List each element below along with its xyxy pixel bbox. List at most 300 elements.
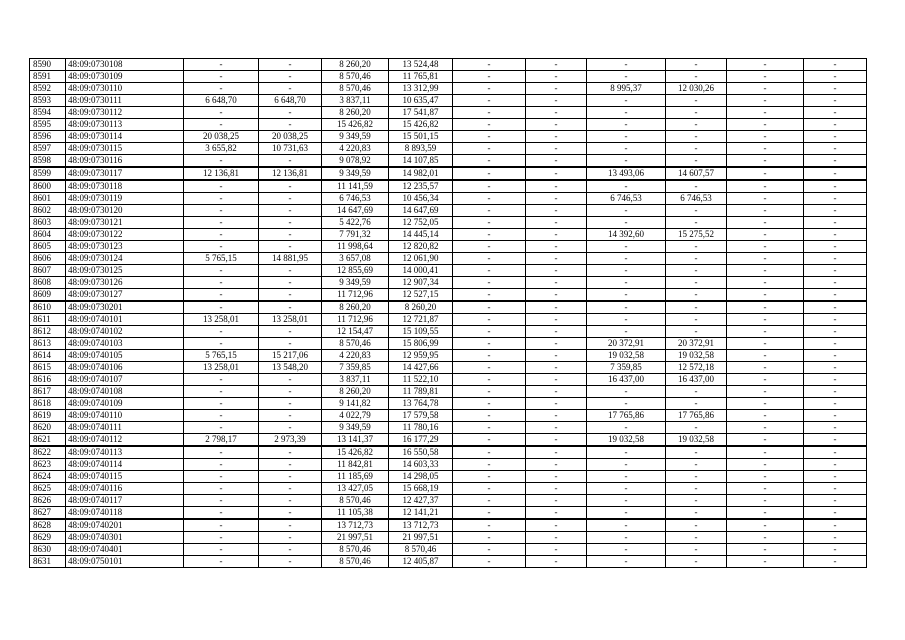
value-cell: - [453,459,526,471]
value-cell: 13 141,37 [322,434,389,447]
value-cell: 6 746,53 [587,193,666,205]
value-cell: - [587,398,666,410]
value-cell: - [184,374,259,386]
value-cell: 15 426,82 [322,119,389,131]
value-cell: 15 668,19 [389,483,453,495]
table-row [30,143,867,155]
value-cell: - [453,265,526,277]
value-cell: - [804,277,867,289]
value-cell: - [804,131,867,143]
value-cell: 8 260,20 [322,301,389,314]
value-cell: - [666,544,727,556]
value-cell: - [184,446,259,459]
value-cell: - [526,386,587,398]
value-cell: 12 907,34 [389,277,453,289]
row-number: 8608 [30,277,66,289]
value-cell: - [526,205,587,217]
value-cell: - [453,338,526,350]
table-row [30,507,867,520]
value-cell: - [453,422,526,434]
cadastral-number: 48:09:0740301 [66,532,184,544]
value-cell: - [453,410,526,422]
cadastral-number: 48:09:0740102 [66,326,184,338]
table-row [30,193,867,205]
value-cell: - [587,422,666,434]
value-cell: - [666,277,727,289]
value-cell: - [259,155,322,168]
value-cell: - [453,193,526,205]
value-cell: - [804,107,867,119]
table-row [30,350,867,362]
value-cell: - [666,495,727,507]
value-cell: 13 524,48 [389,59,453,71]
table-row [30,362,867,374]
value-cell: - [526,217,587,229]
value-cell: 3 657,08 [322,253,389,265]
value-cell: 10 635,47 [389,95,453,107]
value-cell: - [666,119,727,131]
cadastral-number: 48:09:0730126 [66,277,184,289]
value-cell: - [184,301,259,314]
value-cell: - [526,434,587,447]
value-cell: - [727,83,804,95]
value-cell: - [587,544,666,556]
value-cell: 15 109,55 [389,326,453,338]
value-cell: - [804,495,867,507]
table-row [30,301,867,314]
table-row [30,326,867,338]
value-cell: - [727,253,804,265]
value-cell: - [666,143,727,155]
row-number: 8606 [30,253,66,265]
value-cell: - [727,277,804,289]
value-cell: - [587,119,666,131]
cadastral-number: 48:09:0730116 [66,155,184,168]
row-number: 8596 [30,131,66,143]
value-cell: 8 570,46 [322,83,389,95]
value-cell: - [453,83,526,95]
row-number: 8614 [30,350,66,362]
row-number: 8628 [30,519,66,532]
value-cell: - [526,507,587,520]
value-cell: - [453,205,526,217]
value-cell: - [453,326,526,338]
value-cell: - [804,193,867,205]
value-cell: 8 570,46 [389,544,453,556]
row-number: 8626 [30,495,66,507]
value-cell: - [184,507,259,520]
value-cell: - [526,107,587,119]
value-cell: 17 579,58 [389,410,453,422]
table-row [30,471,867,483]
value-cell: - [804,338,867,350]
value-cell: - [453,95,526,107]
table-row [30,434,867,447]
value-cell: 5 765,15 [184,253,259,265]
value-cell: - [453,314,526,326]
cadastral-number: 48:09:0730201 [66,301,184,314]
row-number: 8590 [30,59,66,71]
value-cell: - [259,217,322,229]
value-cell: - [804,205,867,217]
value-cell: 20 372,91 [666,338,727,350]
value-cell: - [587,95,666,107]
value-cell: 6 746,53 [322,193,389,205]
value-cell: - [666,556,727,568]
value-cell: - [804,459,867,471]
value-cell: - [666,471,727,483]
value-cell: 12 959,95 [389,350,453,362]
value-cell: - [259,83,322,95]
value-cell: - [727,556,804,568]
value-cell: - [259,495,322,507]
value-cell: - [727,532,804,544]
value-cell: 7 791,32 [322,229,389,241]
value-cell: 9 349,59 [322,131,389,143]
value-cell: - [526,338,587,350]
value-cell: - [526,229,587,241]
value-cell: 14 647,69 [389,205,453,217]
value-cell: - [804,362,867,374]
value-cell: - [453,301,526,314]
value-cell: - [526,362,587,374]
row-number: 8599 [30,167,66,180]
value-cell: - [804,532,867,544]
table-row [30,495,867,507]
table-row [30,410,867,422]
value-cell: - [526,326,587,338]
value-cell: 8 260,20 [322,107,389,119]
value-cell: - [587,277,666,289]
value-cell: - [727,71,804,83]
value-cell: 9 349,59 [322,422,389,434]
table-row [30,180,867,193]
value-cell: 4 220,83 [322,350,389,362]
value-cell: - [666,95,727,107]
table-row [30,519,867,532]
value-cell: - [526,459,587,471]
table-row [30,241,867,253]
value-cell: - [727,495,804,507]
row-number: 8624 [30,471,66,483]
value-cell: - [259,193,322,205]
value-cell: - [804,410,867,422]
cadastral-number: 48:09:0730110 [66,83,184,95]
value-cell: - [727,265,804,277]
table-row [30,277,867,289]
value-cell: 12 405,87 [389,556,453,568]
value-cell: 20 372,91 [587,338,666,350]
value-cell: - [587,143,666,155]
value-cell: - [666,326,727,338]
row-number: 8617 [30,386,66,398]
row-number: 8616 [30,374,66,386]
cadastral-number: 48:09:0730117 [66,167,184,180]
row-number: 8597 [30,143,66,155]
value-cell: - [259,422,322,434]
value-cell: - [727,131,804,143]
value-cell: - [666,71,727,83]
row-number: 8613 [30,338,66,350]
value-cell: - [259,386,322,398]
value-cell: 11 780,16 [389,422,453,434]
value-cell: - [184,217,259,229]
value-cell: - [804,217,867,229]
value-cell: 21 997,51 [389,532,453,544]
cadastral-number: 48:09:0730127 [66,289,184,302]
value-cell: - [184,193,259,205]
cadastral-values-table [29,58,867,568]
row-number: 8602 [30,205,66,217]
row-number: 8612 [30,326,66,338]
table-row [30,374,867,386]
value-cell: 14 298,05 [389,471,453,483]
value-cell: - [453,556,526,568]
value-cell: - [526,241,587,253]
value-cell: - [727,167,804,180]
value-cell: - [184,83,259,95]
row-number: 8591 [30,71,66,83]
value-cell: 3 655,82 [184,143,259,155]
cadastral-number: 48:09:0730111 [66,95,184,107]
value-cell: 8 260,20 [322,386,389,398]
value-cell: - [727,434,804,447]
value-cell: - [526,71,587,83]
table-body [30,59,867,568]
value-cell: - [804,398,867,410]
value-cell: - [804,265,867,277]
value-cell: 5 422,76 [322,217,389,229]
value-cell: - [526,253,587,265]
value-cell: - [727,205,804,217]
value-cell: 15 501,15 [389,131,453,143]
value-cell: 12 572,18 [666,362,727,374]
table-row [30,107,867,119]
value-cell: - [259,241,322,253]
value-cell: - [526,193,587,205]
row-number: 8625 [30,483,66,495]
value-cell: - [666,205,727,217]
value-cell: - [184,265,259,277]
value-cell: - [727,544,804,556]
value-cell: - [453,167,526,180]
value-cell: 6 746,53 [666,193,727,205]
value-cell: 21 997,51 [322,532,389,544]
value-cell: - [259,519,322,532]
cadastral-number: 48:09:0730123 [66,241,184,253]
value-cell: - [259,289,322,302]
value-cell: 13 712,73 [322,519,389,532]
value-cell: 12 527,15 [389,289,453,302]
value-cell: 12 721,87 [389,314,453,326]
table-row [30,229,867,241]
value-cell: 3 837,11 [322,95,389,107]
value-cell: 14 603,33 [389,459,453,471]
value-cell: 15 217,06 [259,350,322,362]
row-number: 8611 [30,314,66,326]
value-cell: - [526,180,587,193]
value-cell: 16 550,58 [389,446,453,459]
value-cell: - [804,326,867,338]
value-cell: - [804,253,867,265]
value-cell: - [804,143,867,155]
value-cell: 11 185,69 [322,471,389,483]
table-row [30,556,867,568]
value-cell: - [184,205,259,217]
value-cell: - [259,180,322,193]
value-cell: - [727,446,804,459]
value-cell: - [259,459,322,471]
value-cell: 11 842,81 [322,459,389,471]
value-cell: - [587,326,666,338]
value-cell: 4 220,83 [322,143,389,155]
value-cell: - [804,386,867,398]
table-row [30,253,867,265]
value-cell: - [184,483,259,495]
value-cell: - [587,217,666,229]
value-cell: - [804,167,867,180]
value-cell: - [453,71,526,83]
value-cell: - [453,217,526,229]
value-cell: - [727,301,804,314]
value-cell: - [526,83,587,95]
value-cell: - [184,241,259,253]
value-cell: 17 541,87 [389,107,453,119]
value-cell: - [666,241,727,253]
value-cell: - [453,119,526,131]
cadastral-number: 48:09:0740105 [66,350,184,362]
value-cell: - [184,59,259,71]
value-cell: - [453,544,526,556]
table-row [30,205,867,217]
value-cell: 8 570,46 [322,544,389,556]
value-cell: - [587,131,666,143]
row-number: 8622 [30,446,66,459]
value-cell: 5 765,15 [184,350,259,362]
value-cell: - [727,155,804,168]
value-cell: - [259,59,322,71]
table-row [30,386,867,398]
value-cell: - [727,362,804,374]
value-cell: 13 258,01 [184,362,259,374]
value-cell: - [184,71,259,83]
value-cell: - [587,265,666,277]
value-cell: - [666,155,727,168]
value-cell: - [453,277,526,289]
value-cell: - [587,471,666,483]
value-cell: - [453,483,526,495]
row-number: 8593 [30,95,66,107]
value-cell: 11 765,81 [389,71,453,83]
value-cell: 3 837,11 [322,374,389,386]
cadastral-number: 48:09:0730115 [66,143,184,155]
value-cell: - [804,434,867,447]
value-cell: 2 798,17 [184,434,259,447]
value-cell: 7 359,85 [322,362,389,374]
value-cell: - [453,143,526,155]
value-cell: 20 038,25 [259,131,322,143]
value-cell: - [259,471,322,483]
value-cell: - [587,556,666,568]
value-cell: - [804,119,867,131]
value-cell: 17 765,86 [666,410,727,422]
value-cell: 13 427,05 [322,483,389,495]
value-cell: - [526,532,587,544]
row-number: 8601 [30,193,66,205]
value-cell: 2 973,39 [259,434,322,447]
value-cell: - [587,107,666,119]
value-cell: - [259,483,322,495]
value-cell: - [727,326,804,338]
cadastral-number: 48:09:0740114 [66,459,184,471]
table-row [30,314,867,326]
value-cell: - [526,143,587,155]
value-cell: - [259,229,322,241]
value-cell: - [526,289,587,302]
value-cell: - [804,483,867,495]
value-cell: - [526,374,587,386]
value-cell: - [453,107,526,119]
cadastral-number: 48:09:0730113 [66,119,184,131]
row-number: 8627 [30,507,66,520]
cadastral-number: 48:09:0740106 [66,362,184,374]
value-cell: - [804,374,867,386]
value-cell: 11 141,59 [322,180,389,193]
row-number: 8619 [30,410,66,422]
value-cell: 13 258,01 [259,314,322,326]
value-cell: - [727,374,804,386]
table-row [30,83,867,95]
value-cell: - [259,410,322,422]
value-cell: 10 731,63 [259,143,322,155]
table-row [30,71,867,83]
table-row [30,289,867,302]
value-cell: - [587,459,666,471]
row-number: 8594 [30,107,66,119]
row-number: 8605 [30,241,66,253]
value-cell: 14 647,69 [322,205,389,217]
value-cell: - [526,155,587,168]
value-cell: - [453,180,526,193]
value-cell: - [666,314,727,326]
value-cell: - [587,253,666,265]
value-cell: - [259,301,322,314]
value-cell: 13 764,78 [389,398,453,410]
value-cell: 14 607,57 [666,167,727,180]
row-number: 8600 [30,180,66,193]
value-cell: 14 000,41 [389,265,453,277]
value-cell: - [259,277,322,289]
row-number: 8604 [30,229,66,241]
cadastral-number: 48:09:0730124 [66,253,184,265]
cadastral-number: 48:09:0740117 [66,495,184,507]
value-cell: - [259,338,322,350]
row-number: 8598 [30,155,66,168]
value-cell: - [453,253,526,265]
row-number: 8592 [30,83,66,95]
value-cell: 14 445,14 [389,229,453,241]
value-cell: - [259,205,322,217]
value-cell: 15 275,52 [666,229,727,241]
value-cell: - [184,556,259,568]
table-row [30,265,867,277]
value-cell: 16 177,29 [389,434,453,447]
row-number: 8603 [30,217,66,229]
value-cell: - [666,386,727,398]
value-cell: - [804,471,867,483]
value-cell: 8 570,46 [322,338,389,350]
value-cell: - [526,95,587,107]
